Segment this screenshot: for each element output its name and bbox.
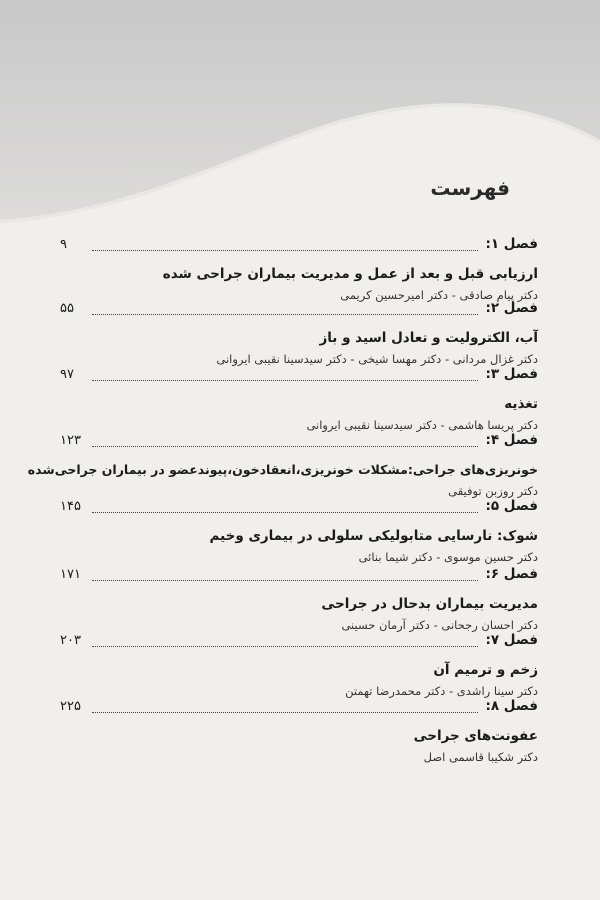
page-number: ۱۲۳ [60,433,81,448]
chapter-authors: دکتر پیام صادقی - دکتر امیرحسین کریمی [340,288,538,302]
dotted-leader [92,512,478,513]
chapter-title: عفونت‌های جراحی [413,728,538,744]
dotted-leader [92,380,478,381]
page-number: ۱۴۵ [60,499,81,514]
chapter-label: فصل ۳: [485,366,538,382]
chapter-header-row [60,498,538,520]
chapter-label: فصل ۴: [485,432,538,448]
chapter-label: فصل ۸: [485,698,538,714]
dotted-leader [92,580,478,581]
page-number: ۲۰۳ [60,633,81,648]
chapter-authors: دکتر احسان رجحانی - دکتر آرمان حسینی [341,618,538,632]
chapter-label: فصل ۵: [485,498,538,514]
chapter-header-row [60,236,538,258]
chapter-label: فصل ۷: [485,632,538,648]
chapter-label: فصل ۲: [485,300,538,316]
chapter-header-row [60,366,538,388]
chapter-header-row [60,300,538,322]
chapter-authors: دکتر غزال مردانی - دکتر مهسا شیخی - دکتر سیدسینا نقیبی ایروانی [216,352,538,366]
chapter-authors: دکتر شکیبا قاسمی اصل [423,750,538,764]
chapter-title: ارزیابی قبل و بعد از عمل و مدیریت بیماران جراحی شده [162,266,538,282]
dotted-leader [92,646,478,647]
chapter-title: خونریزی‌های جراحی:مشکلات خونریزی،انعقادخون،پیوندعضو در بیماران جراحی‌شده [27,462,538,477]
chapter-title: آب، الکترولیت و تعادل اسید و باز [319,330,538,346]
chapter-label: فصل ۶: [485,566,538,582]
chapter-title: شوک: نارسایی متابولیکی سلولی در بیماری وخیم [209,528,538,544]
chapter-title: مدیریت بیماران بدحال در جراحی [321,596,538,612]
chapter-title: تغذیه [504,396,538,412]
dotted-leader [92,446,478,447]
page-number: ۱۷۱ [60,567,81,582]
page-title: فهرست [430,176,510,200]
chapter-authors: دکتر حسین موسوی - دکتر شیما بنائی [358,550,538,564]
page-number: ۹۷ [60,367,74,382]
dotted-leader [92,712,478,713]
page-number: ۹ [60,237,67,252]
chapter-authors: دکتر روزبن توفیقی [448,484,538,498]
chapter-header-row [60,632,538,654]
chapter-authors: دکتر سینا راشدی - دکتر محمدرضا تهمتن [345,684,538,698]
chapter-authors: دکتر پریسا هاشمی - دکتر سیدسینا نقیبی ایروانی [306,418,538,432]
chapter-header-row [60,566,538,588]
page-number: ۵۵ [60,301,74,316]
chapter-header-row [60,432,538,454]
chapter-header-row [60,698,538,720]
dotted-leader [92,314,478,315]
chapter-label: فصل ۱: [485,236,538,252]
chapter-title: زخم و ترمیم آن [433,662,538,678]
page-number: ۲۲۵ [60,699,81,714]
dotted-leader [92,250,478,251]
